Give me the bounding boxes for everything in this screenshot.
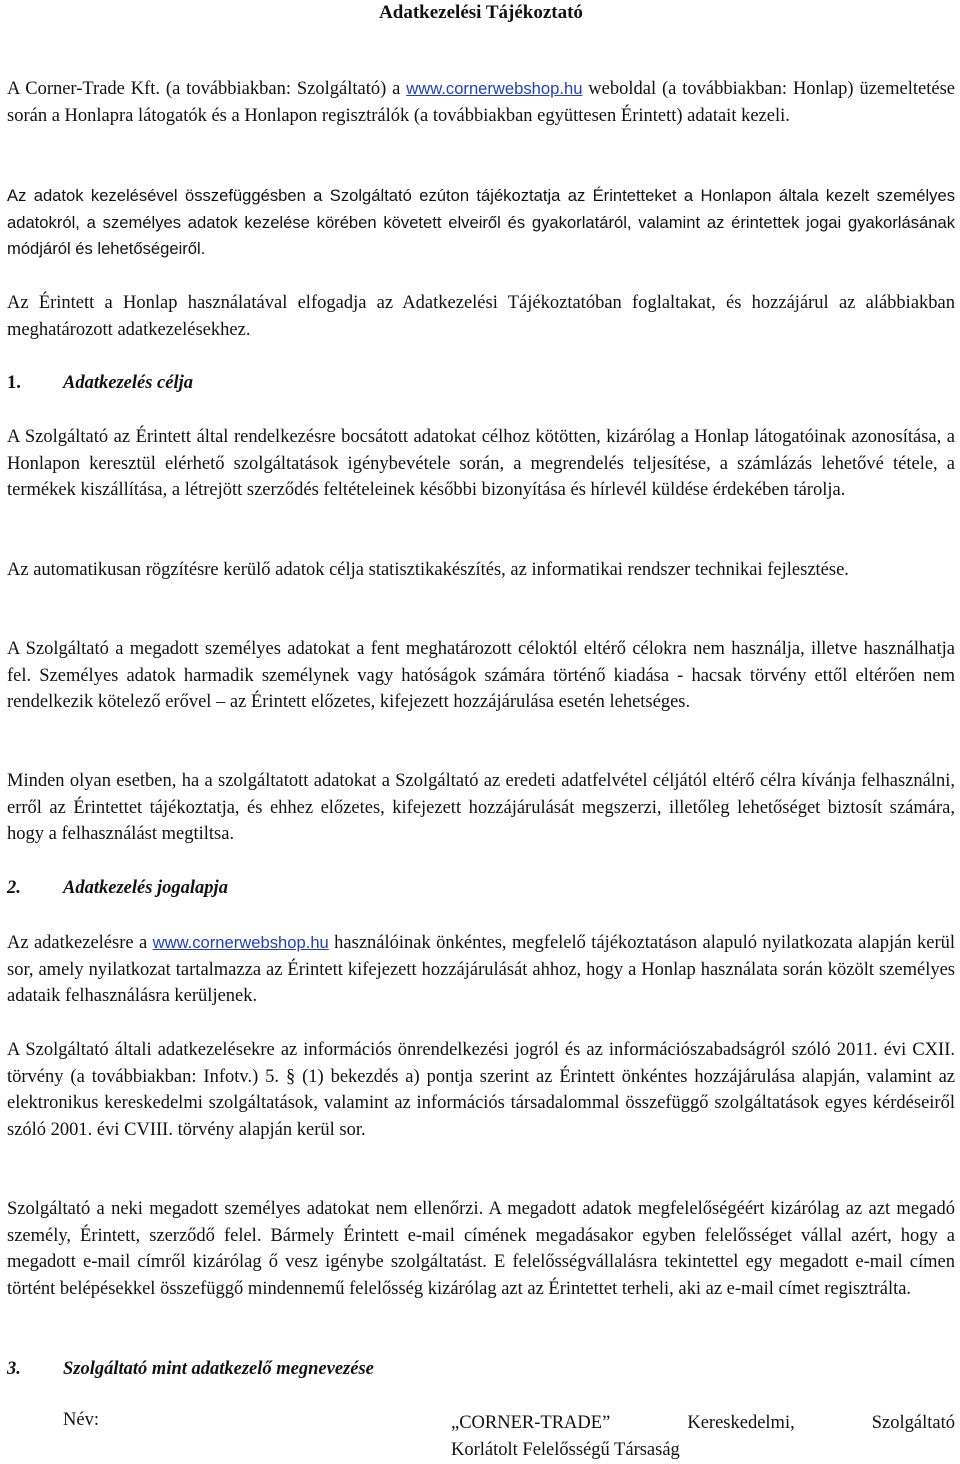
intro-text-end: weboldal (a továbbiakban: Honlap) üzemeltetése során a Honlapra látogatók és a Honlapon regisztrálók (a továbbiakban együttesen Érintett) adatait kezeli. — [7, 79, 955, 126]
intro-text-start: A Corner-Trade Kft. (a továbbiakban: Szolgáltató) a — [7, 79, 407, 99]
section-2-paragraph-2: A Szolgáltató általi adatkezelésekre az információs önrendelkezési jogról és az információszabadságról szóló 2011. évi CXII. törvény (a továbbiakban: Infotv.) 5. § (1) bekezdés a) pontja szerint az Érintett önkéntes hozzájárulása alapján, valamint az elektronikus kereskedelmi szolgáltatások, valamint az információs társadalommal összefüggő szolgáltatások egyes kérdéseiről szóló 2001. évi CVIII. törvény alapján kerül sor. — [7, 1040, 955, 1140]
section-1-number: 1. — [7, 373, 21, 393]
section-2-number: 2. — [7, 878, 21, 898]
paragraph-2: Az adatok kezelésével összefüggésben a Szolgáltató ezúton tájékoztatja az Érintetteket a Honlapon általa kezelt személyes adatokról, a személyes adatok kezelése körében követett elveiről és gyakorlatáról, valamint az érintettek jogai gyakorlásának módjáról és lehetőségeiről. — [7, 186, 955, 259]
company-name — [451, 1410, 955, 1463]
section-1-paragraph-2: Az automatikusan rögzítésre kerülő adatok célja statisztikakészítés, az informatikai rendszer technikai fejlesztése. — [7, 560, 849, 580]
paragraph-3: Az Érintett a Honlap használatával elfogadja az Adatkezelési Tájékoztatóban foglaltakat, és hozzájárul az alábbiakban meghatározott adatkezelésekhez. — [7, 293, 955, 340]
section-1-heading — [7, 370, 193, 397]
section-2-title: Adatkezelés jogalapja — [63, 878, 228, 898]
company-name-line-2: Korlátolt Felelősségű Társaság — [451, 1439, 680, 1460]
section-2-text-end: használóinak önkéntes, megfelelő tájékoztatáson alapuló nyilatkozata alapján kerül sor, amely nyilatkozat tartalmazza az Érintett kifejezett hozzájárulását ahhoz, hogy a Honlap használata során közölt személyes adataik felhasználásra kerüljenek. — [7, 933, 955, 1007]
section-2-paragraph-1 — [7, 930, 955, 1010]
website-link[interactable]: www.cornerwebshop.hu — [406, 79, 583, 98]
section-3-title: Szolgáltató mint adatkezelő megnevezése — [63, 1359, 374, 1379]
section-2-text-start: Az adatkezelésre a — [7, 933, 153, 953]
section-1-paragraph-1: A Szolgáltató az Érintett által rendelkezésre bocsátott adatokat célhoz kötötten, kizárólag a Honlap látogatóinak azonosítása, a Honlapon keresztül elérhető szolgáltatások igénybevétele során, a megrendelés teljesítése, a számlázás lehetővé tétele, a termékek kiszállítása, a létrejött szerződés feltételeinek későbbi bizonyítása és hírlevél küldése érdekében tárolja. — [7, 427, 955, 501]
section-1-paragraph-4: Minden olyan esetben, ha a szolgáltatott adatokat a Szolgáltató az eredeti adatfelvétel céljától eltérő célra kívánja felhasználni, erről az Érintettet tájékoztatja, és ehhez előzetes, kifejezett hozzájárulását megszerzi, illetőleg lehetőséget biztosít számára, hogy a felhasználást megtiltsa. — [7, 771, 955, 845]
section-3-heading — [7, 1356, 374, 1383]
intro-paragraph — [7, 76, 955, 129]
section-2-paragraph-3: Szolgáltató a neki megadott személyes adatokat nem ellenőrzi. A megadott adatok megfelelőségéért kizárólag az azt megadó személy, Érintett, szerződő felel. Bármely Érintett e-mail címének megadásakor egyben felelősséget vállal azért, hogy a megadott e-mail címről kizárólag ő vesz igénybe szolgáltatást. E felelősségvállalásra tekintettel egy megadott e-mail címen történt belépésekkel összefüggő mindennemű felelősség kizárólag azt az Érintettet terheli, aki az e-mail címet regisztrálta. — [7, 1199, 955, 1299]
section-1-paragraph-3: A Szolgáltató a megadott személyes adatokat a fent meghatározott céloktól eltérő célokra nem használja, illetve használhatja fel. Személyes adatok harmadik személynek vagy hatóságok számára történő kiadása - hacsak törvény ettől eltérően nem rendelkezik kötelező erővel – az Érintett előzetes, kifejezett hozzájárulása esetén lehetséges. — [7, 639, 955, 713]
section-3-number: 3. — [7, 1359, 21, 1379]
document-title: Adatkezelési Tájékoztató — [379, 2, 583, 23]
name-label: Név: — [63, 1410, 99, 1430]
section-1-title: Adatkezelés célja — [63, 373, 193, 393]
website-link-2[interactable]: www.cornerwebshop.hu — [152, 933, 329, 952]
section-2-heading — [7, 875, 228, 902]
company-name-line-1: „CORNER-TRADE” Kereskedelmi, Szolgáltató — [451, 1413, 955, 1433]
